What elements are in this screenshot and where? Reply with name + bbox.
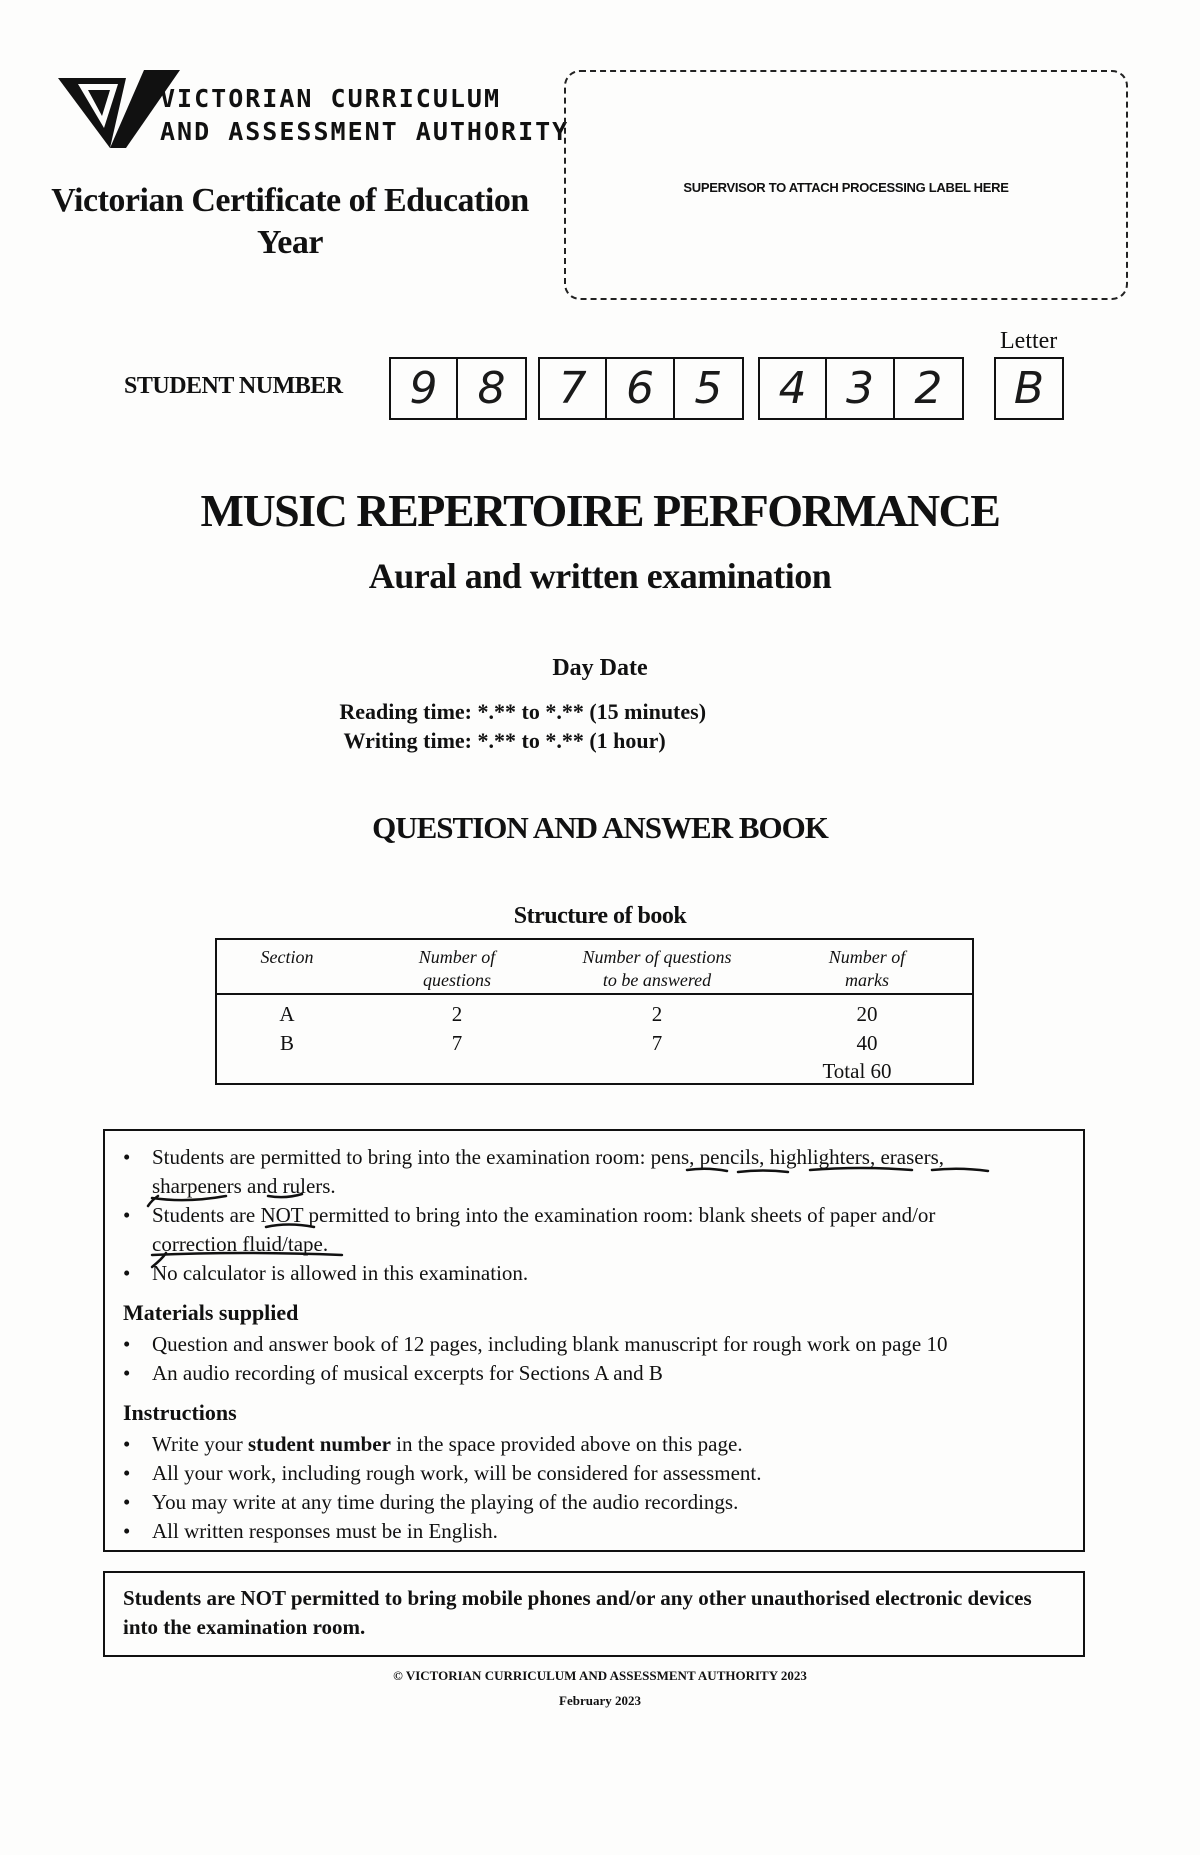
student-number-digit[interactable]: 6	[607, 359, 674, 418]
header-marks-line1: Number of	[828, 947, 906, 967]
header-num-questions	[387, 946, 527, 992]
instruction-1-bold: student number	[247, 1432, 391, 1456]
permitted-items-line1: Students are permitted to bring into the examination room: pens, pencils, highlighters, erasers,	[152, 1145, 944, 1169]
bullet-icon: •	[123, 1490, 131, 1514]
permitted-items-line2: sharpeners and rulers.	[152, 1174, 336, 1198]
bullet-icon: •	[123, 1261, 131, 1285]
materials-heading: Materials supplied	[123, 1300, 299, 1325]
authority-line-1: VICTORIAN CURRICULUM	[160, 84, 502, 113]
material-item: An audio recording of musical excerpts for Sections A and B	[152, 1361, 663, 1385]
processing-label-text: SUPERVISOR TO ATTACH PROCESSING LABEL HERE	[683, 180, 1009, 195]
bullet-icon: •	[123, 1332, 131, 1356]
instruction-1-pre: Write your	[152, 1432, 248, 1456]
certificate-year: Year	[257, 224, 323, 261]
row-b-section: B	[279, 1031, 294, 1055]
writing-time-label: Writing time:	[343, 728, 472, 753]
instructions-heading: Instructions	[123, 1400, 237, 1425]
header-section: Section	[260, 947, 314, 967]
instruction-item: All written responses must be in English.	[152, 1519, 498, 1543]
certificate-name: Victorian Certificate of Education	[51, 182, 529, 219]
bullet-icon: •	[123, 1432, 131, 1456]
day-date: Day Date	[552, 655, 648, 681]
header-marks-line2: marks	[845, 970, 889, 990]
header-to-answer-line2: to be answered	[602, 970, 712, 990]
row-a-answered: 2	[651, 1002, 663, 1026]
instruction-item: You may write at any time during the playing of the audio recordings.	[152, 1490, 739, 1514]
total-marks: Total 60	[822, 1059, 892, 1083]
structure-title: Structure of book	[513, 903, 687, 929]
row-b-questions: 7	[451, 1031, 463, 1055]
row-b-marks: 40	[856, 1031, 878, 1055]
no-calculator: No calculator is allowed in this examination.	[152, 1261, 529, 1285]
header-to-answer-line1: Number of questions	[582, 947, 732, 967]
student-number-digit[interactable]: 3	[827, 359, 894, 418]
student-number-digit[interactable]: 2	[914, 363, 943, 414]
writing-time-value: *.** to *.** (1 hour)	[477, 728, 666, 753]
student-number-group-2	[538, 357, 744, 420]
bullet-icon: •	[123, 1461, 131, 1485]
writing-time	[330, 728, 666, 754]
bullet-icon: •	[123, 1145, 131, 1169]
student-letter-box	[994, 357, 1064, 420]
row-a-section: A	[279, 1002, 295, 1026]
book-type: QUESTION AND ANSWER BOOK	[372, 810, 828, 845]
header-to-answer	[557, 946, 757, 992]
student-number-group-1	[389, 357, 527, 420]
instruction-1-post: in the space provided above on this page.	[390, 1432, 743, 1456]
authority-line-2: AND ASSESSMENT AUTHORITY	[160, 117, 570, 146]
header-num-questions-line1: Number of	[418, 947, 496, 967]
not-permitted-line1: Students are NOT permitted to bring into the examination room: blank sheets of paper and/or	[152, 1203, 936, 1227]
structure-table-header	[217, 940, 972, 995]
subject-title: MUSIC REPERTOIRE PERFORMANCE	[200, 485, 1000, 536]
bullet-icon: •	[123, 1203, 131, 1227]
student-number-label: STUDENT NUMBER	[124, 373, 343, 399]
student-number-digit[interactable]: 7	[540, 359, 607, 418]
student-letter[interactable]: B	[1013, 363, 1045, 414]
bullet-icon: •	[123, 1519, 131, 1543]
certificate-title	[40, 180, 540, 264]
structure-table	[215, 938, 974, 1085]
student-number-digit[interactable]: 9	[391, 359, 458, 418]
instruction-student-number	[152, 1430, 743, 1459]
reading-time-label: Reading time:	[339, 699, 472, 724]
authority-name	[160, 82, 569, 148]
student-number-digit[interactable]: 4	[760, 359, 827, 418]
header-num-questions-line2: questions	[422, 970, 491, 990]
copyright: © VICTORIAN CURRICULUM AND ASSESSMENT AUTHORITY 2023	[393, 1668, 807, 1683]
reading-time-value: *.** to *.** (15 minutes)	[477, 699, 707, 724]
row-a-marks: 20	[856, 1002, 878, 1026]
letter-heading: Letter	[1000, 328, 1058, 354]
not-permitted-line2: correction fluid/tape.	[152, 1232, 329, 1256]
bullet-icon: •	[123, 1361, 131, 1385]
header-marks	[797, 946, 937, 992]
exam-type: Aural and written examination	[368, 556, 832, 596]
instruction-item: All your work, including rough work, will be considered for assessment.	[152, 1461, 762, 1485]
row-b-answered: 7	[651, 1031, 663, 1055]
material-item: Question and answer book of 12 pages, including blank manuscript for rough work on page 10	[152, 1332, 948, 1356]
reading-time	[330, 699, 706, 725]
footer-date: February 2023	[559, 1693, 641, 1708]
row-a-questions: 2	[451, 1002, 463, 1026]
student-number-digit[interactable]: 8	[477, 363, 506, 414]
warning-text: Students are NOT permitted to bring mobile phones and/or any other unauthorised electronic devices into the examination room.	[123, 1586, 1032, 1639]
student-number-group-3	[758, 357, 964, 420]
student-number-digit[interactable]: 5	[694, 363, 723, 414]
